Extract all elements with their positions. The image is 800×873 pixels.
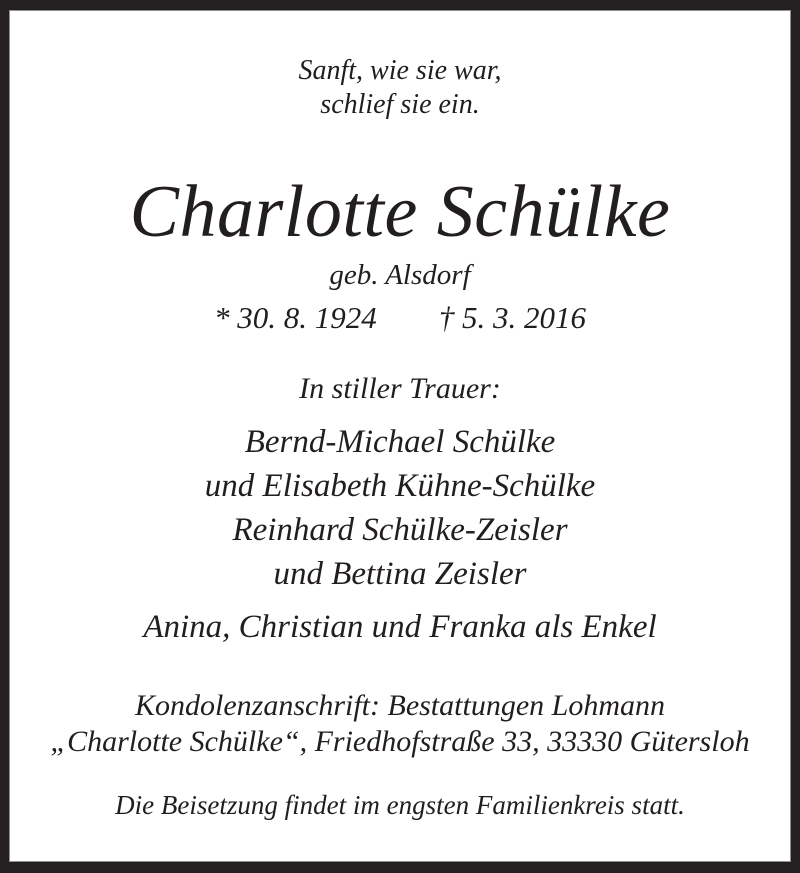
mourners-list [10, 420, 790, 649]
mourner-line-grandchildren: Anina, Christian und Franka als Enkel [143, 609, 657, 645]
mourner-line: Bernd-Michael Schülke [244, 424, 556, 460]
condolence-address [10, 688, 790, 760]
mourner-line: und Bettina Zeisler [273, 556, 527, 592]
life-dates [10, 300, 790, 336]
condolence-line-2: „Charlotte Schülke“, Friedhofstraße 33, 33330 Gütersloh [50, 725, 750, 758]
birth-date: * 30. 8. 1924 [214, 300, 377, 335]
condolence-line-1: Kondolenzanschrift: Bestattungen Lohmann [135, 689, 665, 722]
closing-line: Die Beisetzung findet im engsten Familienkreis statt. [115, 790, 685, 820]
epigraph-line-2: schlief sie ein. [320, 89, 480, 120]
obituary-notice [9, 10, 791, 862]
mourner-line: Reinhard Schülke-Zeisler [232, 512, 568, 548]
epigraph [10, 54, 790, 122]
mourning-label: In stiller Trauer: [299, 372, 501, 405]
epigraph-line-1: Sanft, wie sie war, [298, 55, 502, 86]
maiden-name: geb. Alsdorf [329, 259, 471, 291]
mourner-line: und Elisabeth Kühne-Schülke [204, 468, 596, 504]
deceased-name: Charlotte Schülke [129, 171, 671, 253]
death-date: † 5. 3. 2016 [438, 300, 586, 335]
